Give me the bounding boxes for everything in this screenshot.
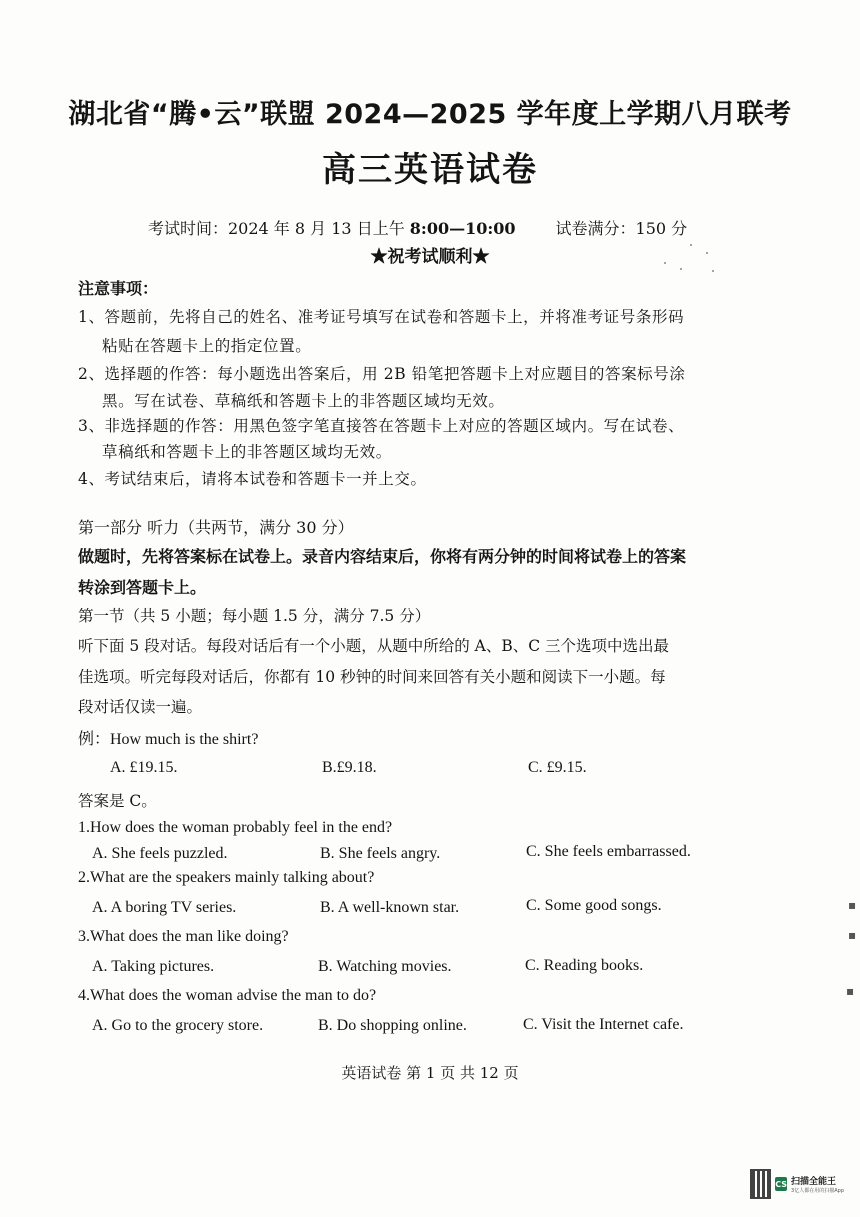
question-4-option-c: C. Visit the Internet cafe.	[523, 1016, 684, 1033]
question-2-option-a: A. A boring TV series.	[92, 899, 237, 916]
question-4: 4.What does the woman advise the man to do?	[78, 987, 377, 1004]
example-option-b: B.£9.18.	[322, 759, 377, 776]
note-line: 2、选择题的作答：每小题选出答案后，用 2B 铅笔把答题卡上对应题目的答案标号涂	[78, 365, 686, 383]
margin-mark: ▪	[846, 984, 855, 998]
example-option-c: C. £9.15.	[528, 759, 587, 776]
question-3: 3.What does the man like doing?	[78, 928, 289, 945]
margin-mark: ▪	[848, 928, 857, 942]
example-answer: 答案是 C。	[78, 792, 157, 810]
part1-instruction: 做题时，先将答案标在试卷上。录音内容结束后，你将有两分钟的时间将试卷上的答案	[78, 547, 687, 566]
question-4-option-b: B. Do shopping online.	[318, 1017, 467, 1034]
example-option-a: A. £19.15.	[110, 759, 178, 776]
good-luck-wish: ★祝考试顺利★	[370, 247, 490, 267]
question-1-option-a: A. She feels puzzled.	[92, 845, 228, 862]
note-line: 黑。写在试卷、草稿纸和答题卡上的非答题区域均无效。	[102, 392, 505, 410]
exam-meta	[148, 216, 687, 239]
question-4-option-a: A. Go to the grocery store.	[92, 1017, 264, 1034]
question-2-option-c: C. Some good songs.	[526, 897, 662, 914]
question-1-option-b: B. She feels angry.	[320, 845, 441, 862]
part1-instruction: 转涂到答题卡上。	[78, 578, 207, 597]
question-1-option-c: C. She feels embarrassed.	[526, 843, 691, 860]
scan-speck	[712, 270, 714, 272]
scan-speck	[680, 268, 682, 270]
qr-code-icon	[750, 1169, 771, 1199]
margin-mark: ▪	[848, 898, 857, 912]
scan-speck	[664, 262, 666, 264]
notes-heading: 注意事项：	[78, 279, 159, 298]
example-question: 例：How much is the shirt?	[78, 731, 259, 748]
section1-text: 听下面 5 段对话。每段对话后有一个小题，从题中所给的 A、B、C 三个选项中选出最	[78, 637, 670, 655]
scan-speck	[690, 244, 692, 246]
question-3-option-b: B. Watching movies.	[318, 958, 452, 975]
full-score: 试卷满分：150 分	[555, 219, 688, 238]
exam-time-label: 考试时间：2024 年 8 月 13 日上午	[148, 219, 410, 238]
exam-title: 湖北省“腾•云”联盟 2024—2025 学年度上学期八月联考	[68, 99, 792, 130]
note-line: 粘贴在答题卡上的指定位置。	[102, 337, 312, 355]
question-3-option-c: C. Reading books.	[525, 957, 644, 974]
section1-text: 佳选项。听完每段对话后，你都有 10 秒钟的时间来回答有关小题和阅读下一小题。每	[78, 668, 666, 686]
scanner-logo: CS	[775, 1177, 787, 1191]
question-3-option-a: A. Taking pictures.	[92, 958, 215, 975]
scanner-tagline: 3亿人都在用的扫描App	[791, 1188, 844, 1194]
section1-heading: 第一节（共 5 小题；每小题 1.5 分，满分 7.5 分）	[78, 607, 431, 625]
exam-time-hours: 8:00—10:00	[409, 219, 516, 238]
page-footer: 英语试卷 第 1 页 共 12 页	[341, 1064, 519, 1082]
note-line: 4、考试结束后，请将本试卷和答题卡一并上交。	[78, 470, 427, 488]
scanner-watermark	[750, 1166, 844, 1202]
scanner-name: 扫描全能王	[791, 1177, 837, 1187]
note-line: 3、非选择题的作答：用黑色签字笔直接答在答题卡上对应的答题区域内。写在试卷、	[78, 417, 685, 435]
question-1: 1.How does the woman probably feel in the end?	[78, 819, 393, 836]
exam-subject-title: 高三英语试卷	[322, 150, 538, 190]
question-2: 2.What are the speakers mainly talking about?	[78, 869, 375, 886]
scan-speck	[706, 252, 708, 254]
section1-text: 段对话仅读一遍。	[78, 698, 203, 716]
question-2-option-b: B. A well-known star.	[320, 899, 460, 916]
note-line: 草稿纸和答题卡上的非答题区域均无效。	[102, 443, 392, 461]
note-line: 1、答题前，先将自己的姓名、准考证号填写在试卷和答题卡上，并将准考证号条形码	[78, 308, 685, 326]
part1-heading: 第一部分 听力（共两节，满分 30 分）	[78, 518, 354, 537]
